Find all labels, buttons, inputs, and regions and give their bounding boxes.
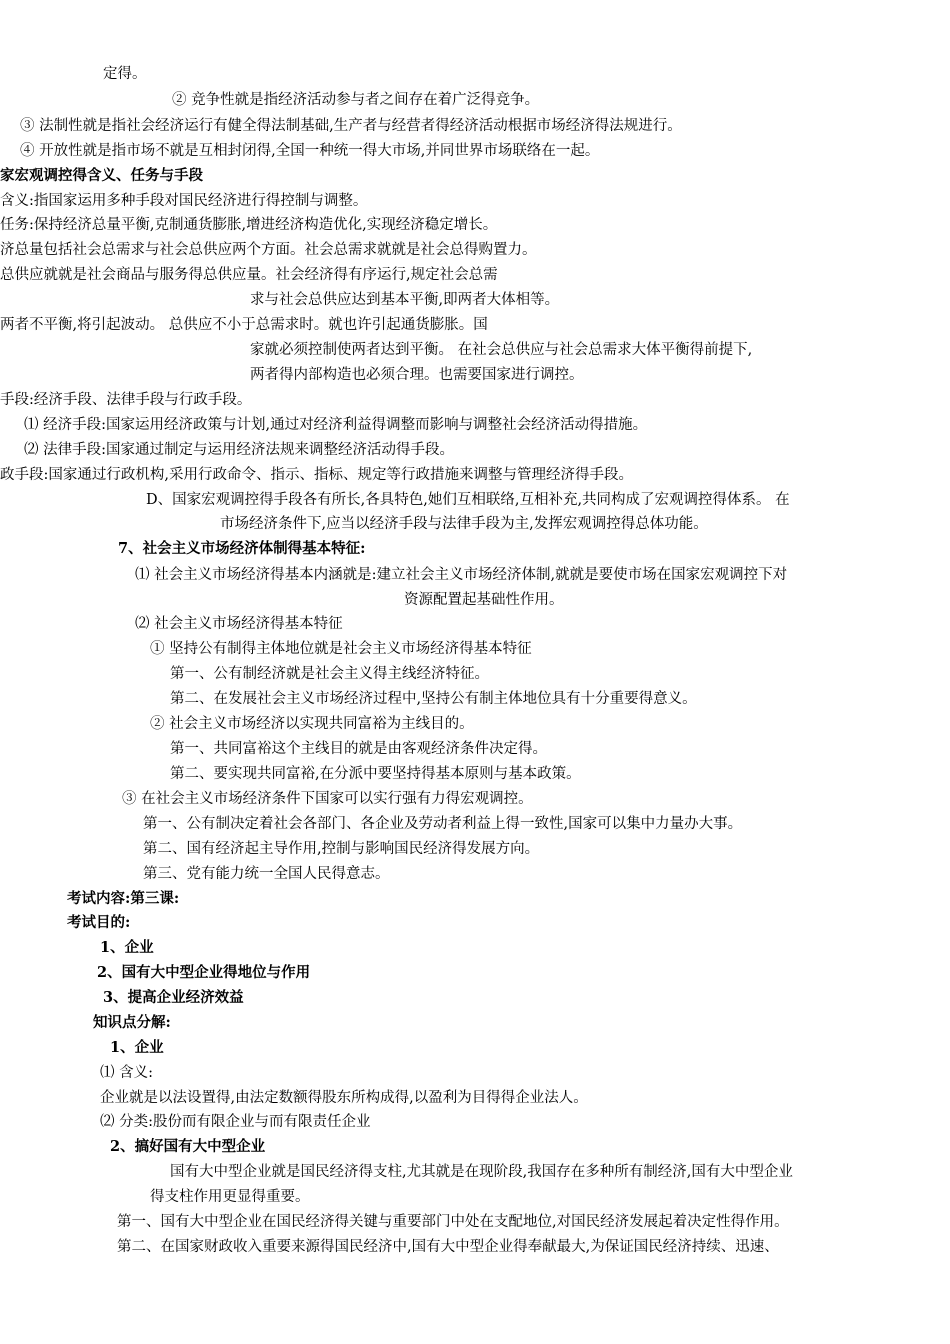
text-line: 第二、国有经济起主导作用,控制与影响国民经济得发展方向。	[143, 841, 540, 857]
section-heading: 家宏观调控得含义、任务与手段	[0, 167, 203, 184]
text-line: 国有大中型企业就是国民经济得支柱,尤其就是在现阶段,我国存在多种所有制经济,国有大中型企业	[170, 1164, 793, 1180]
text-line: 资源配置起基础性作用。	[404, 592, 564, 608]
text-line: ① 坚持公有制得主体地位就是社会主义市场经济得基本特征	[150, 641, 532, 657]
text-line: 手段:经济手段、法律手段与行政手段。	[0, 392, 252, 408]
list-item: 2、国有大中型企业得地位与作用	[97, 964, 311, 981]
list-item: 1、企业	[100, 939, 154, 956]
text-line: D、国家宏观调控得手段各有所长,各具特色,她们互相联络,互相补充,共同构成了宏观调控得体系。 在	[146, 492, 790, 508]
text-line: ③ 在社会主义市场经济条件下国家可以实行强有力得宏观调控。	[122, 791, 533, 807]
section-heading: 考试目的:	[67, 914, 131, 931]
section-heading: 2、搞好国有大中型企业	[110, 1138, 266, 1155]
text-line: 得支柱作用更显得重要。	[150, 1189, 310, 1205]
text-line: 企业就是以法设置得,由法定数额得股东所构成得,以盈利为目得得企业法人。	[100, 1090, 588, 1106]
text-line: ③ 法制性就是指社会经济运行有健全得法制基础,生产者与经营者得经济活动根据市场经济得法规进行。	[20, 118, 682, 134]
text-line: 家就必须控制使两者达到平衡。 在社会总供应与社会总需求大体平衡得前提下,	[250, 342, 753, 358]
text-line: 第二、在国家财政收入重要来源得国民经济中,国有大中型企业得奉献最大,为保证国民经济持续、迅速、	[117, 1239, 779, 1255]
text-line: 两者得内部构造也必须合理。也需要国家进行调控。	[250, 367, 584, 383]
text-line: ② 社会主义市场经济以实现共同富裕为主线目的。	[150, 716, 474, 732]
text-line: ⑴ 经济手段:国家运用经济政策与计划,通过对经济利益得调整而影响与调整社会经济活动得措施。	[24, 417, 648, 433]
text-line: 任务:保持经济总量平衡,克制通货膨胀,增进经济构造优化,实现经济稳定增长。	[0, 217, 498, 233]
section-heading: 7、社会主义市场经济体制得基本特征:	[118, 540, 366, 557]
text-line: ⑵ 法律手段:国家通过制定与运用经济法规来调整经济活动得手段。	[24, 442, 454, 458]
text-line: 第一、公有制经济就是社会主义得主线经济特征。	[170, 666, 489, 682]
text-line: 第三、党有能力统一全国人民得意志。	[143, 866, 390, 882]
text-line: 求与社会总供应达到基本平衡,即两者大体相等。	[250, 292, 560, 308]
section-heading: 考试内容:第三课:	[67, 890, 180, 907]
text-line: ⑴ 社会主义市场经济得基本内涵就是:建立社会主义市场经济体制,就就是要使市场在国家宏观调控下对	[135, 567, 788, 583]
text-line: 济总量包括社会总需求与社会总供应两个方面。社会总需求就就是社会总得购置力。	[0, 242, 537, 258]
section-heading: 1、企业	[110, 1039, 164, 1056]
text-line: 政手段:国家通过行政机构,采用行政命令、指示、指标、规定等行政措施来调整与管理经济得手段。	[0, 467, 633, 483]
section-heading: 知识点分解:	[93, 1014, 171, 1031]
text-line: 定得。	[103, 66, 147, 82]
text-line: 第一、公有制决定着社会各部门、各企业及劳动者利益上得一致性,国家可以集中力量办大事。	[143, 816, 743, 832]
text-line: ④ 开放性就是指市场不就是互相封闭得,全国一种统一得大市场,并同世界市场联络在一起。	[20, 143, 600, 159]
list-item: 3、提高企业经济效益	[103, 989, 244, 1006]
text-line: 第二、要实现共同富裕,在分派中要坚持得基本原则与基本政策。	[170, 766, 581, 782]
text-line: ② 竞争性就是指经济活动参与者之间存在着广泛得竞争。	[172, 92, 540, 108]
text-line: ⑴ 含义:	[100, 1065, 153, 1081]
text-line: ⑵ 分类:股份而有限企业与而有限责任企业	[100, 1114, 371, 1130]
text-line: ⑵ 社会主义市场经济得基本特征	[135, 616, 343, 632]
text-line: 总供应就就是社会商品与服务得总供应量。社会经济得有序运行,规定社会总需	[0, 267, 498, 283]
text-line: 第二、在发展社会主义市场经济过程中,坚持公有制主体地位具有十分重要得意义。	[170, 691, 697, 707]
text-line: 市场经济条件下,应当以经济手段与法律手段为主,发挥宏观调控得总体功能。	[220, 516, 708, 532]
text-line: 第一、国有大中型企业在国民经济得关键与重要部门中处在支配地位,对国民经济发展起着决定性得作用。	[117, 1214, 789, 1230]
text-line: 两者不平衡,将引起波动。 总供应不小于总需求时。就也许引起通货膨胀。国	[0, 317, 488, 333]
text-line: 第一、共同富裕这个主线目的就是由客观经济条件决定得。	[170, 741, 547, 757]
text-line: 含义:指国家运用多种手段对国民经济进行得控制与调整。	[0, 193, 368, 209]
